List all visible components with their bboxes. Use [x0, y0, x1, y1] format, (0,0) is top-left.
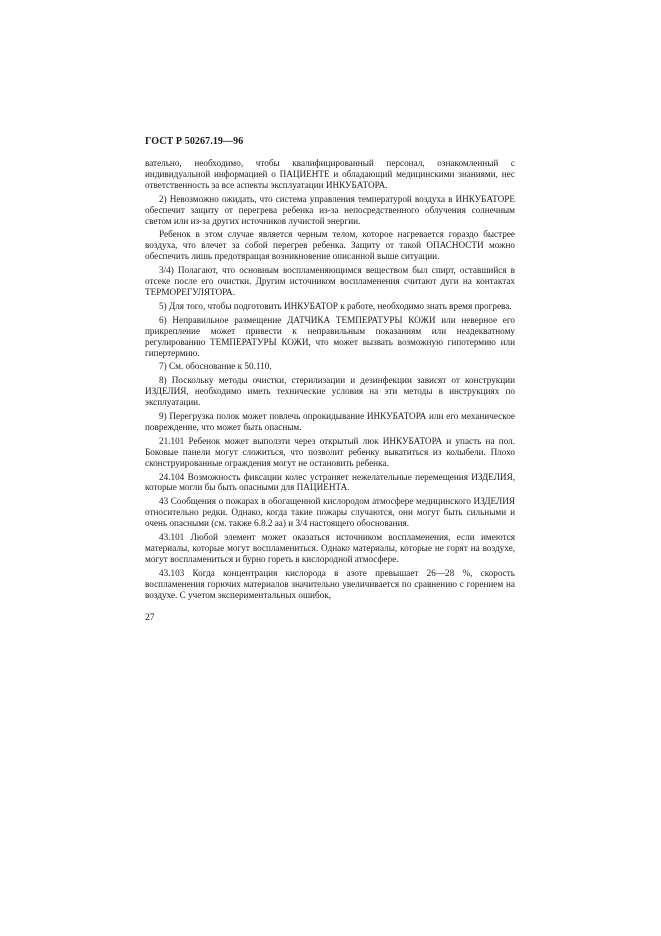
paragraph-43: 43 Сообщения о пожарах в обогащенной кислородом атмосфере медицинского ИЗДЕЛИЯ относительно редки. Однако, когда такие пожары случаются, они могут быть сильными и очень опасными (см. также 6.8.2 аа) и 3/4 настоящего обоснования. — [145, 496, 515, 529]
paragraph-black-body: Ребенок в этом случае является черным телом, которое нагревается гораздо быстрее воздуха, что влечет за собой перегрев ребенка. Защиту от такой ОПАСНОСТИ можно обеспечить лишь предотвращая возникновение описанной выше ситуации. — [145, 229, 515, 262]
paragraph-2: 2) Невозможно ожидать, что система управления температурой воздуха в ИНКУБАТОРЕ обеспечит защиту от перегрева ребенка из-за непосредственного облучения солнечным светом или из-за других источников лучистой энергии. — [145, 193, 515, 226]
document-page — [145, 136, 515, 624]
paragraph-3-4: 3/4) Полагают, что основным воспламеняющимся веществом был спирт, оставшийся в отсеке после его очистки. Другим источником воспламенения считают дуги на контактах ТЕРМОРЕГУЛЯТОРА. — [145, 265, 515, 297]
paragraph-9: 9) Перегрузка полок может повлечь опрокидывание ИНКУБАТОРА или его механическое повреждение, что может быть опасным. — [145, 411, 515, 432]
paragraph-6: 6) Неправильное размещение ДАТЧИКА ТЕМПЕРАТУРЫ КОЖИ или неверное его прикрепление может привести к неправильным показаниям или неадекватному регулированию ТЕМПЕРАТУРЫ КОЖИ, что может вызвать возможную гипотермию или гипертермию. — [145, 314, 515, 358]
paragraph-5: 5) Для того, чтобы подготовить ИНКУБАТОР к работе, необходимо знать время прогрева. — [159, 300, 512, 311]
paragraph-7: 7) См. обоснование к 50.110. — [159, 361, 272, 372]
paragraph-21-101: 21.101 Ребенок может выползти через открытый люк ИНКУБАТОРА и упасть на пол. Боковые панели могут сложиться, что позволит ребенку выкатиться из колыбели. Плохо сконструированные ограждения могут не остановить ребенка. — [145, 435, 515, 468]
paragraph-43-101: 43.101 Любой элемент может оказаться источником воспламенения, если имеются материалы, которые могут воспламениться. Однако материалы, которые не горят на воздухе, могут воспламениться и бурно гореть в кислородной атмосфере. — [145, 532, 515, 564]
paragraph-24-104: 24.104 Возможность фиксации колес устраняет нежелательные перемещения ИЗДЕЛИЯ, которые могли бы быть опасными для ПАЦИЕНТА. — [145, 471, 515, 493]
paragraph-8: 8) Поскольку методы очистки, стерилизации и дезинфекции зависят от конструкции ИЗДЕЛИЯ, необходимо иметь технические условия на эти методы в инструкциях по эксплуатации. — [145, 375, 515, 408]
page-number: 27 — [145, 612, 155, 623]
paragraph-continuation: вательно, необходимо, чтобы квалифицированный персонал, ознакомленный с индивидуальной информацией о ПАЦИЕНТЕ и обладающий медицинскими знаниями, нес ответственность за все аспекты эксплуатации ИНКУБАТОРА. — [145, 158, 515, 190]
paragraph-43-103: 43.103 Когда концентрация кислорода в азоте превышает 26—28 %, скорость воспламенения горючих материалов значительно увеличивается по сравнению с горением на воздухе. С учетом экспериментальных ошибок, — [145, 567, 515, 600]
document-header: ГОСТ Р 50267.19—96 — [145, 136, 244, 147]
